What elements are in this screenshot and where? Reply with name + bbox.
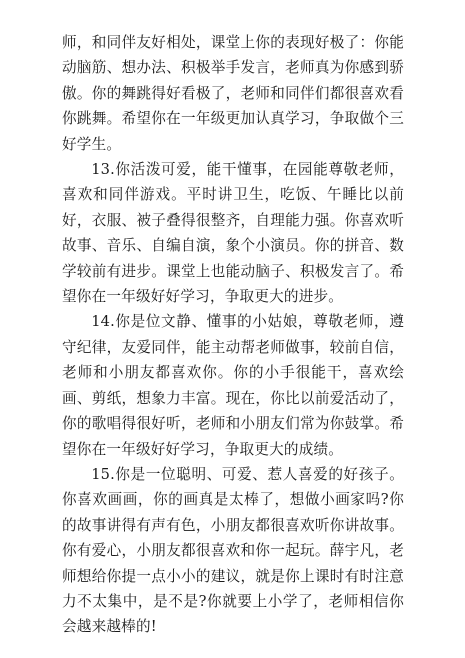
paragraph-14: 14.你是位文静、懂事的小姑娘，尊敬老师，遵守纪律，友爱同伴，能主动帮老师做事，较前自信，老师和小朋友都喜欢你。你的小手很能干，喜欢绘画、剪纸，想象力丰富。现在，你比以前爱活动了，你的歌唱得很好听，老师和小朋友们常为你鼓掌。希望你在一年级好好学习，争取更大的成绩。: [62, 313, 404, 458]
paragraph-15: 15.你是一位聪明、可爱、惹人喜爱的好孩子。你喜欢画画，你的画真是太棒了，想做小画家吗?你的故事讲得有声有色，小朋友都很喜欢听你讲故事。你有爱心，小朋友都很喜欢和你一起玩。薛宇凡，老师想给你提一点小小的建议，就是你上课时有时注意力不太集中，是不是?你就要上小学了，老师相信你会越来越棒的!: [62, 465, 404, 636]
paragraph-continuation: 师，和同伴友好相处，课堂上你的表现好极了：你能动脑筋、想办法、积极举手发言，老师真为你感到骄傲。你的舞跳得好看极了，老师和同伴们都很喜欢看你跳舞。希望你在一年级更加认真学习，争取做个三好学生。: [62, 34, 404, 153]
document-page: [62, 30, 404, 640]
paragraph-13: 13.你活泼可爱，能干懂事，在园能尊敬老师，喜欢和同伴游戏。平时讲卫生，吃饭、午睡比以前好，衣服、被子叠得很整齐，自理能力强。你喜欢听故事、音乐、自编自演，象个小演员。你的拼音、数学较前有进步。课堂上也能动脑子、积极发言了。希望你在一年级好好学习，争取更大的进步。: [62, 161, 404, 306]
